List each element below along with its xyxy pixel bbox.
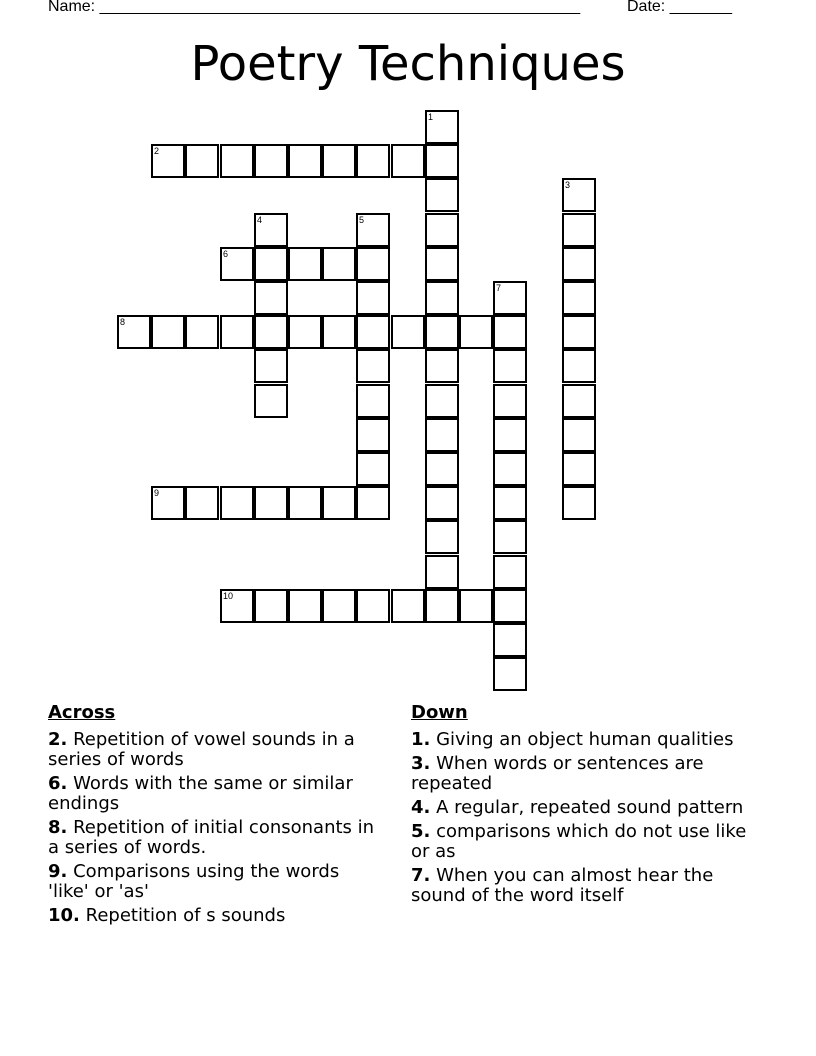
clue-number: 7. [411, 865, 431, 886]
grid-cell[interactable] [493, 315, 527, 349]
cell-number: 3 [565, 180, 571, 190]
grid-cell[interactable] [425, 418, 459, 452]
clue-number: 2. [48, 729, 68, 750]
cell-number: 1 [428, 112, 434, 122]
grid-cell[interactable] [322, 315, 356, 349]
clue-number: 1. [411, 729, 431, 750]
grid-cell[interactable] [254, 349, 288, 383]
grid-cell[interactable] [425, 315, 459, 349]
grid-cell[interactable] [356, 589, 390, 623]
cell-number: 8 [120, 317, 126, 327]
grid-cell[interactable] [425, 520, 459, 554]
grid-cell[interactable] [356, 452, 390, 486]
grid-cell[interactable] [288, 486, 322, 520]
clue-across-2 [48, 730, 378, 770]
grid-cell[interactable] [356, 281, 390, 315]
grid-cell[interactable] [562, 384, 596, 418]
clue-down-1 [411, 730, 751, 750]
grid-cell[interactable] [322, 247, 356, 281]
grid-cell[interactable] [185, 315, 219, 349]
clue-across-10 [48, 906, 378, 926]
grid-cell[interactable] [562, 349, 596, 383]
grid-cell[interactable] [493, 555, 527, 589]
grid-cell[interactable] [425, 349, 459, 383]
cell-number: 2 [154, 146, 160, 156]
grid-cell[interactable] [356, 418, 390, 452]
clue-text: Repetition of s sounds [85, 905, 286, 926]
grid-cell[interactable] [391, 315, 425, 349]
clue-number: 10. [48, 905, 80, 926]
grid-cell[interactable] [425, 110, 459, 144]
grid-cell[interactable] [493, 657, 527, 691]
grid-cell[interactable] [254, 144, 288, 178]
grid-cell[interactable] [493, 520, 527, 554]
grid-cell[interactable] [356, 247, 390, 281]
grid-cell[interactable] [288, 247, 322, 281]
grid-cell[interactable] [356, 486, 390, 520]
grid-cell[interactable] [562, 486, 596, 520]
page-title: Poetry Techniques [190, 36, 626, 92]
grid-cell[interactable] [459, 589, 493, 623]
grid-cell[interactable] [493, 418, 527, 452]
clue-text: When you can almost hear the sound of the word itself [411, 865, 714, 906]
clue-across-8 [48, 818, 378, 858]
grid-cell[interactable] [185, 486, 219, 520]
clue-down-3 [411, 754, 751, 794]
grid-cell[interactable] [288, 315, 322, 349]
grid-cell[interactable] [117, 315, 151, 349]
grid-cell[interactable] [254, 281, 288, 315]
clue-number: 5. [411, 821, 431, 842]
grid-cell[interactable] [425, 589, 459, 623]
grid-cell[interactable] [562, 281, 596, 315]
down-clues [411, 702, 751, 910]
cell-number: 5 [359, 215, 365, 225]
clue-text: Repetition of initial consonants in a series of words. [48, 817, 375, 858]
cell-number: 9 [154, 488, 160, 498]
grid-cell[interactable] [322, 486, 356, 520]
grid-cell[interactable] [288, 144, 322, 178]
clue-number: 9. [48, 861, 68, 882]
grid-cell[interactable] [220, 486, 254, 520]
down-heading: Down [411, 702, 468, 723]
clue-across-9 [48, 862, 378, 902]
grid-cell[interactable] [493, 589, 527, 623]
grid-cell[interactable] [562, 452, 596, 486]
grid-cell[interactable] [425, 247, 459, 281]
grid-cell[interactable] [254, 213, 288, 247]
grid-cell[interactable] [220, 144, 254, 178]
grid-cell[interactable] [493, 384, 527, 418]
grid-cell[interactable] [254, 384, 288, 418]
grid-cell[interactable] [493, 486, 527, 520]
grid-cell[interactable] [391, 589, 425, 623]
grid-cell[interactable] [425, 281, 459, 315]
grid-cell[interactable] [151, 486, 185, 520]
grid-cell[interactable] [493, 349, 527, 383]
across-heading: Across [48, 702, 116, 723]
grid-cell[interactable] [425, 178, 459, 212]
grid-cell[interactable] [220, 315, 254, 349]
clue-text: Words with the same or similar endings [48, 773, 353, 814]
grid-cell[interactable] [425, 144, 459, 178]
grid-cell[interactable] [391, 144, 425, 178]
grid-cell[interactable] [425, 555, 459, 589]
clue-number: 3. [411, 753, 431, 774]
grid-cell[interactable] [185, 144, 219, 178]
grid-cell[interactable] [254, 315, 288, 349]
grid-cell[interactable] [562, 247, 596, 281]
grid-cell[interactable] [356, 384, 390, 418]
cell-number: 10 [223, 591, 234, 601]
grid-cell[interactable] [322, 589, 356, 623]
grid-cell[interactable] [254, 589, 288, 623]
grid-cell[interactable] [220, 589, 254, 623]
grid-cell[interactable] [254, 247, 288, 281]
clue-text: Repetition of vowel sounds in a series of words [48, 729, 355, 770]
grid-cell[interactable] [425, 452, 459, 486]
grid-cell[interactable] [562, 178, 596, 212]
grid-cell[interactable] [493, 452, 527, 486]
date-field[interactable]: Date: _______ [627, 0, 732, 15]
grid-cell[interactable] [356, 349, 390, 383]
grid-cell[interactable] [220, 247, 254, 281]
clue-down-4 [411, 798, 751, 818]
grid-cell[interactable] [562, 418, 596, 452]
name-field[interactable]: Name: ______________________________________________________ [48, 0, 581, 15]
clue-text: When words or sentences are repeated [411, 753, 704, 794]
clue-text: Giving an object human qualities [436, 729, 734, 750]
clue-down-5 [411, 822, 751, 862]
grid-cell[interactable] [425, 213, 459, 247]
clue-across-6 [48, 774, 378, 814]
clue-number: 8. [48, 817, 68, 838]
clue-number: 6. [48, 773, 68, 794]
grid-cell[interactable] [562, 213, 596, 247]
grid-cell[interactable] [493, 281, 527, 315]
cell-number: 6 [223, 249, 229, 259]
grid-cell[interactable] [151, 144, 185, 178]
grid-cell[interactable] [356, 213, 390, 247]
grid-cell[interactable] [356, 315, 390, 349]
grid-cell[interactable] [151, 315, 185, 349]
clue-text: A regular, repeated sound pattern [436, 797, 744, 818]
grid-cell[interactable] [254, 486, 288, 520]
clue-text: Comparisons using the words 'like' or 'as' [48, 861, 340, 902]
clue-number: 4. [411, 797, 431, 818]
grid-cell[interactable] [562, 315, 596, 349]
grid-cell[interactable] [322, 144, 356, 178]
grid-cell[interactable] [459, 315, 493, 349]
clue-down-7 [411, 866, 751, 906]
grid-cell[interactable] [425, 486, 459, 520]
grid-cell[interactable] [425, 384, 459, 418]
across-clues [48, 702, 378, 930]
cell-number: 7 [496, 283, 502, 293]
grid-cell[interactable] [493, 623, 527, 657]
clue-text: comparisons which do not use like or as [411, 821, 747, 862]
grid-cell[interactable] [356, 144, 390, 178]
cell-number: 4 [257, 215, 263, 225]
grid-cell[interactable] [288, 589, 322, 623]
